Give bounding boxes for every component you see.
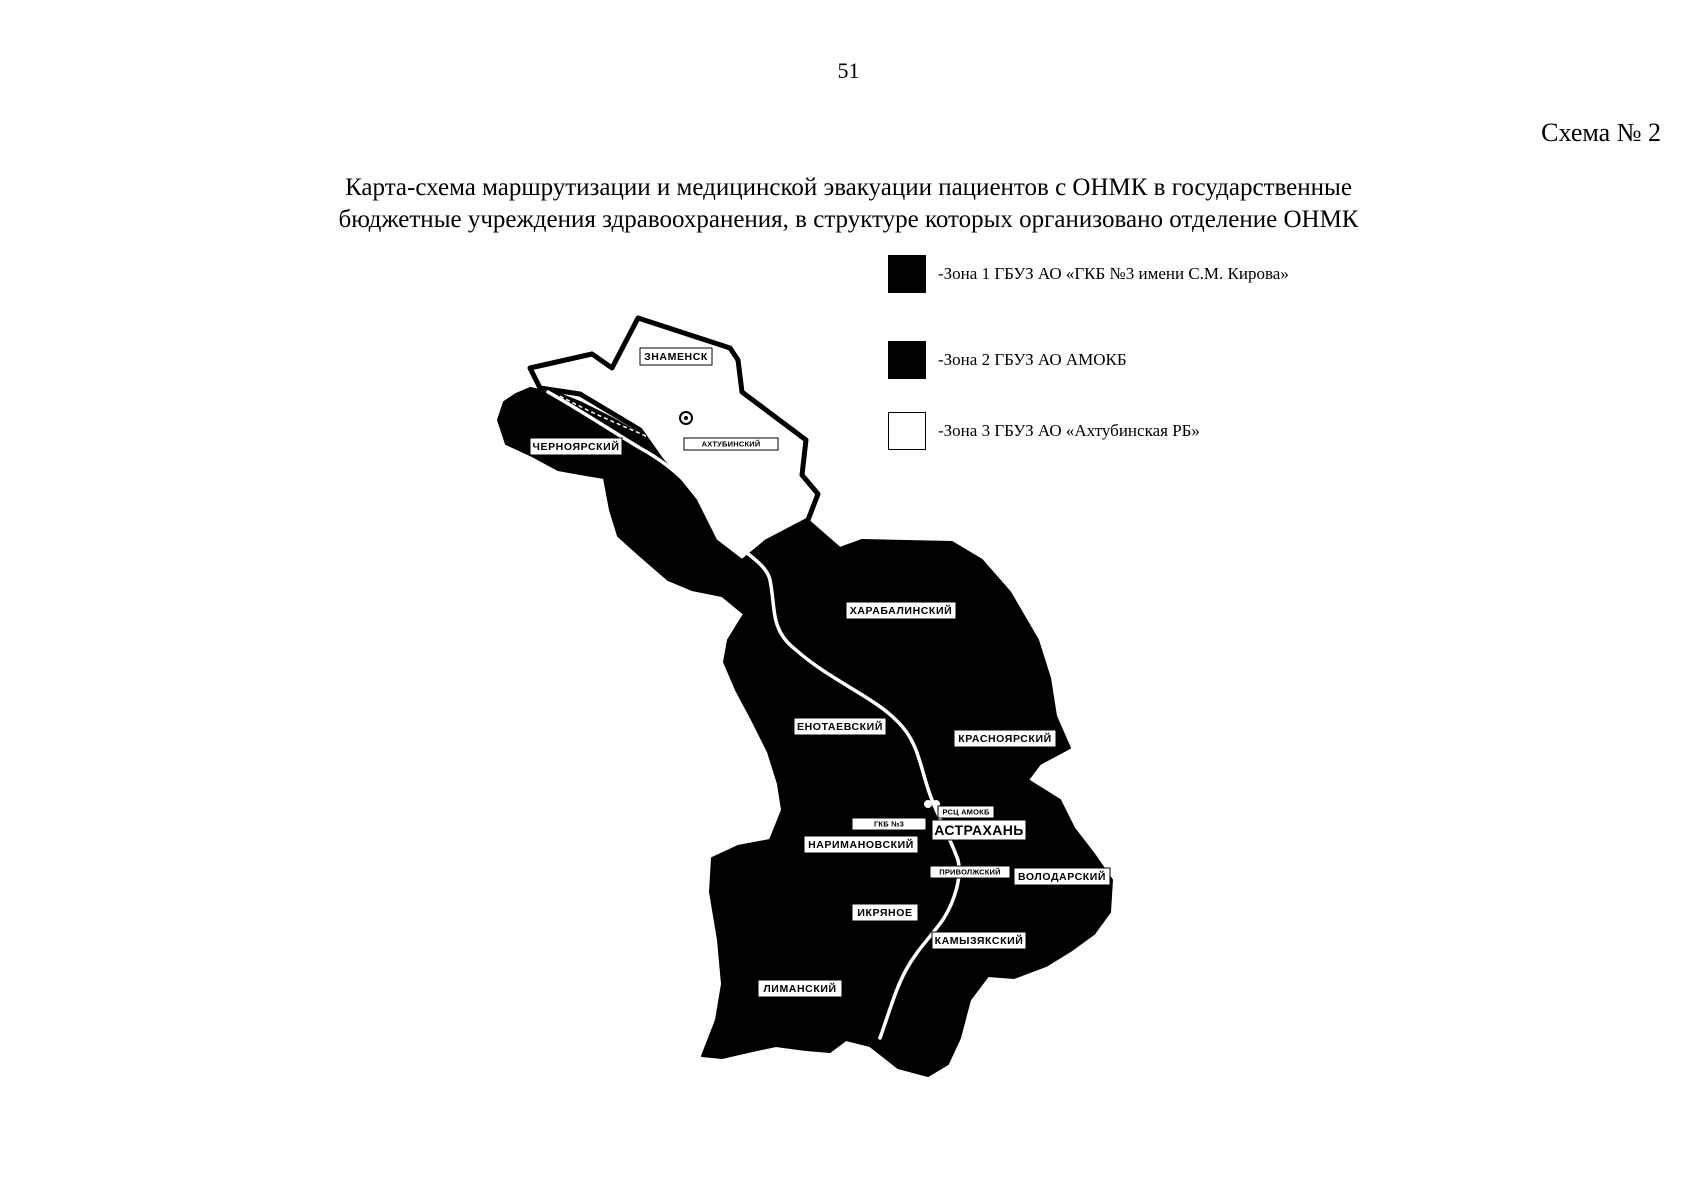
label-limansky-text: ЛИМАНСКИЙ bbox=[763, 983, 837, 995]
label-astrakhan-text: АСТРАХАНЬ bbox=[934, 822, 1024, 838]
title-line-2: бюджетные учреждения здравоохранения, в структуре которых организовано отделение ОНМК bbox=[338, 206, 1359, 233]
label-akhtubinsky bbox=[684, 438, 778, 450]
label-krasnoyarsky bbox=[954, 730, 1056, 747]
label-krasnoyarsky-text: КРАСНОЯРСКИЙ bbox=[958, 733, 1052, 745]
label-narimanovsky bbox=[804, 836, 918, 853]
label-ikryanoe-text: ИКРЯНОЕ bbox=[857, 907, 913, 919]
label-kamyzyaksky-text: КАМЫЗЯКСКИЙ bbox=[934, 935, 1024, 947]
label-kharabalinsky-text: ХАРАБАЛИНСКИЙ bbox=[849, 605, 953, 617]
label-gkb3 bbox=[852, 818, 926, 830]
title-line-1: Карта-схема маршрутизации и медицинской эвакуации пациентов с ОНМК в государственные bbox=[345, 174, 1352, 201]
label-volodarsky-text: ВОЛОДАРСКИЙ bbox=[1017, 871, 1107, 883]
label-ikryanoe bbox=[852, 904, 918, 921]
label-znamensk-text: ЗНАМЕНСК bbox=[644, 351, 708, 363]
label-znamensk bbox=[640, 348, 712, 365]
label-chernoyarsky bbox=[530, 438, 622, 455]
legend-label-zone-2: -Зона 2 ГБУЗ АО АМОКБ bbox=[938, 350, 1127, 369]
label-privolzhsky bbox=[930, 866, 1010, 878]
label-chernoyarsky-text: ЧЕРНОЯРСКИЙ bbox=[532, 441, 620, 453]
label-enotaevsky-text: ЕНОТАЕВСКИЙ bbox=[797, 721, 883, 733]
label-privolzhsky-text: ПРИВОЛЖСКИЙ bbox=[939, 867, 1001, 877]
label-kamyzyaksky bbox=[932, 932, 1026, 949]
akhtubinsk-marker-icon bbox=[680, 412, 692, 424]
scheme-label: Схема № 2 bbox=[1541, 118, 1661, 147]
label-narimanovsky-text: НАРИМАНОВСКИЙ bbox=[808, 839, 914, 851]
label-kharabalinsky bbox=[846, 602, 956, 619]
legend-label-zone-1: -Зона 1 ГБУЗ АО «ГКБ №3 имени С.М. Кирова» bbox=[938, 264, 1289, 283]
label-rsts-amokb bbox=[938, 806, 994, 818]
legend-label-zone-3: -Зона 3 ГБУЗ АО «Ахтубинская РБ» bbox=[938, 421, 1200, 440]
label-enotaevsky bbox=[794, 718, 886, 735]
page-number: 51 bbox=[837, 58, 860, 83]
label-akhtubinsky-text: АХТУБИНСКИЙ bbox=[701, 439, 761, 449]
label-gkb3-text: ГКБ №3 bbox=[873, 819, 905, 829]
label-astrakhan bbox=[932, 820, 1026, 840]
label-limansky bbox=[758, 980, 842, 997]
label-rsts-amokb-text: РСЦ АМОКБ bbox=[942, 807, 990, 817]
label-volodarsky bbox=[1014, 868, 1110, 885]
